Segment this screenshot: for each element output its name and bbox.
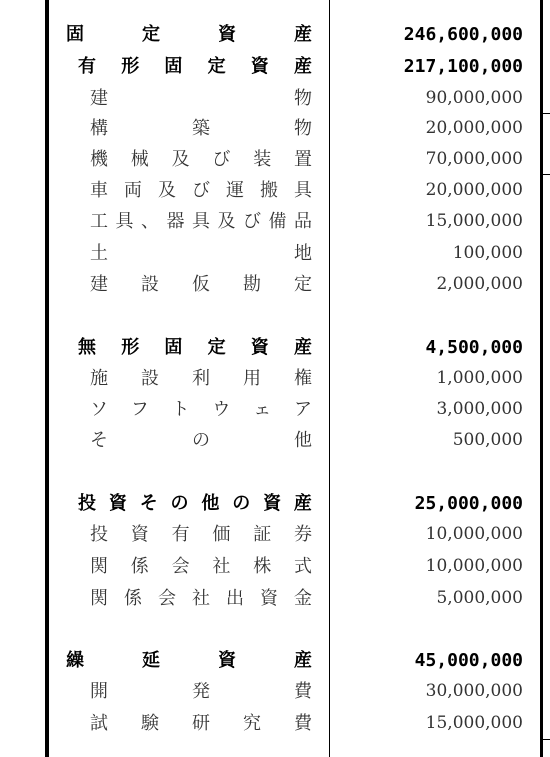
section-row (0, 19, 550, 50)
line-item-label-char: 建 (90, 88, 108, 109)
line-item-label-char: フ (130, 399, 149, 420)
line-item-label-char: ト (171, 399, 190, 420)
line-item-amount: 2,000,000 (436, 274, 523, 294)
line-item-label-char: 車 (90, 180, 108, 201)
section-title-char: 固 (164, 337, 183, 358)
section-row (0, 51, 550, 82)
line-item-label-char: ソ (90, 399, 108, 420)
line-item-label-char: 設 (141, 274, 159, 295)
line-item-label-char: そ (90, 430, 108, 451)
section-title-char: 定 (142, 24, 160, 45)
section-title-char: 産 (294, 24, 312, 45)
section-title-char: 投 (78, 493, 96, 514)
line-item-label-char: の (192, 430, 210, 451)
line-item-label-char: 券 (293, 524, 312, 545)
section-title (66, 19, 312, 50)
line-item-amount: 100,000 (452, 243, 523, 263)
line-item-label-char: 品 (294, 211, 312, 232)
line-item-label (90, 394, 312, 425)
line-item-label-char: 用 (243, 368, 261, 389)
line-item-label-char: 構 (90, 118, 108, 139)
line-item-label-char: ア (293, 399, 312, 420)
line-item-label-char: 試 (90, 713, 108, 734)
line-item-amount: 15,000,000 (425, 713, 523, 733)
line-item-row (0, 676, 550, 707)
section-title (78, 488, 312, 519)
section-title-char: 産 (293, 56, 312, 77)
line-item-row (0, 206, 550, 237)
line-item-label-char: 利 (192, 368, 210, 389)
line-item-amount: 20,000,000 (425, 118, 523, 138)
section-title-char: 他 (201, 493, 220, 514)
line-item-label (90, 708, 312, 739)
line-item-label-char: 資 (260, 588, 278, 609)
line-item-label-char: 資 (130, 524, 149, 545)
line-item-label-char: 仮 (192, 274, 210, 295)
line-item-label-char: 地 (294, 243, 312, 264)
line-item-label-char: 及 (171, 149, 190, 170)
line-item-row (0, 394, 550, 425)
section-title-char: 形 (121, 56, 140, 77)
section-row (0, 645, 550, 676)
section-title-char: 繰 (66, 650, 84, 671)
line-item-label-char: 置 (293, 149, 312, 170)
line-item-label-char: 発 (192, 681, 210, 702)
line-item-label-char: 設 (141, 368, 159, 389)
line-item-label (90, 144, 312, 175)
section-amount: 4,500,000 (425, 337, 523, 358)
section-amount: 25,000,000 (414, 493, 523, 514)
section-title-char: 産 (294, 650, 312, 671)
line-item-label-char: 定 (294, 274, 312, 295)
line-item-label-char: 土 (90, 243, 108, 264)
line-item-label-char: 会 (158, 588, 176, 609)
line-item-label-char: 費 (294, 713, 312, 734)
line-item-label-char: 金 (294, 588, 312, 609)
section-title-char: 資 (108, 493, 127, 514)
section-title-char: の (170, 493, 189, 514)
section-title-char: 資 (263, 493, 282, 514)
line-item-row (0, 144, 550, 175)
section-amount: 246,600,000 (403, 24, 523, 45)
line-item-label-char: 費 (294, 681, 312, 702)
line-item-amount: 15,000,000 (425, 211, 523, 231)
section-amount: 217,100,000 (403, 56, 523, 77)
line-item-label-char: 研 (192, 713, 210, 734)
section-title (78, 332, 312, 363)
line-item-label-char: 係 (124, 588, 142, 609)
section-title-char: そ (139, 493, 158, 514)
section-row (0, 332, 550, 363)
line-item-amount: 3,000,000 (436, 399, 523, 419)
line-item-amount: 5,000,000 (436, 588, 523, 608)
line-item-row (0, 175, 550, 206)
line-item-row (0, 83, 550, 114)
line-item-label-char: 運 (226, 180, 244, 201)
line-item-label (90, 425, 312, 456)
line-item-label-char: 式 (293, 556, 312, 577)
line-item-label-char: 備 (268, 211, 287, 232)
line-item-label-char: 関 (90, 588, 108, 609)
line-item-row (0, 583, 550, 614)
section-row (0, 488, 550, 519)
line-item-row (0, 113, 550, 144)
line-item-label-char: 及 (217, 211, 236, 232)
line-item-amount: 500,000 (452, 430, 523, 450)
line-item-label-char: 験 (141, 713, 159, 734)
line-item-label-char: ェ (253, 399, 272, 420)
line-item-label (90, 206, 312, 237)
line-item-label-char: び (192, 180, 210, 201)
line-item-label-char: 価 (212, 524, 231, 545)
section-title-char: 資 (218, 650, 236, 671)
line-item-label-char: び (212, 149, 231, 170)
line-item-label-char: 具 (294, 180, 312, 201)
line-item-label-char: 出 (226, 588, 244, 609)
line-item-amount: 10,000,000 (425, 556, 523, 576)
margin-rule-3 (543, 739, 550, 740)
line-item-label (90, 551, 312, 582)
line-item-label-char: 係 (130, 556, 149, 577)
section-title-char: 形 (121, 337, 140, 358)
section-title (78, 51, 312, 82)
line-item-row (0, 425, 550, 456)
line-item-label-char: 搬 (260, 180, 278, 201)
line-item-label-char: 及 (158, 180, 176, 201)
line-item-label-char: 投 (90, 524, 108, 545)
line-item-row (0, 708, 550, 739)
line-item-label-char: 物 (294, 118, 312, 139)
line-item-label-char: 有 (171, 524, 190, 545)
line-item-label-char: 株 (253, 556, 272, 577)
line-item-label (90, 113, 312, 144)
section-title-char: 定 (207, 56, 226, 77)
section-title-char: 固 (66, 24, 84, 45)
line-item-amount: 90,000,000 (425, 88, 523, 108)
line-item-label-char: 器 (166, 211, 185, 232)
line-item-label-char: 他 (294, 430, 312, 451)
line-item-row (0, 519, 550, 550)
line-item-label-char: 具 (115, 211, 134, 232)
line-item-label-char: 勘 (243, 274, 261, 295)
line-item-label-char: 究 (243, 713, 261, 734)
section-title-char: 資 (250, 56, 269, 77)
line-item-label (90, 676, 312, 707)
line-item-label-char: 社 (192, 588, 210, 609)
section-amount: 45,000,000 (414, 650, 523, 671)
line-item-label-char: 社 (212, 556, 231, 577)
line-item-label (90, 583, 312, 614)
section-title-char: 産 (293, 493, 312, 514)
line-item-label-char: 施 (90, 368, 108, 389)
line-item-label-char: 物 (294, 88, 312, 109)
section-title-char: 固 (164, 56, 183, 77)
section-title-char: 延 (142, 650, 160, 671)
line-item-row (0, 238, 550, 269)
line-item-row (0, 551, 550, 582)
line-item-label-char: ウ (212, 399, 231, 420)
line-item-amount: 70,000,000 (425, 149, 523, 169)
section-title-char: 有 (78, 56, 96, 77)
line-item-label-char: 築 (192, 118, 210, 139)
line-item-label-char: 械 (130, 149, 149, 170)
line-item-label-char: 工 (90, 211, 108, 232)
line-item-label-char: 両 (124, 180, 142, 201)
line-item-label (90, 519, 312, 550)
line-item-label-char: 開 (90, 681, 108, 702)
section-title-char: 無 (78, 337, 96, 358)
section-title-char: 産 (293, 337, 312, 358)
line-item-label-char: 権 (294, 368, 312, 389)
section-title (66, 645, 312, 676)
line-item-amount: 20,000,000 (425, 180, 523, 200)
line-item-label-char: び (243, 211, 261, 232)
section-title-char: の (232, 493, 251, 514)
section-title-char: 資 (250, 337, 269, 358)
line-item-label-char: 装 (253, 149, 272, 170)
line-item-row (0, 363, 550, 394)
line-item-row (0, 269, 550, 300)
line-item-label-char: 建 (90, 274, 108, 295)
line-item-label (90, 363, 312, 394)
line-item-amount: 30,000,000 (425, 681, 523, 701)
line-item-amount: 10,000,000 (425, 524, 523, 544)
line-item-label (90, 269, 312, 300)
line-item-label (90, 238, 312, 269)
line-item-label (90, 175, 312, 206)
line-item-amount: 1,000,000 (436, 368, 523, 388)
section-title-char: 定 (207, 337, 226, 358)
line-item-label-char: 会 (171, 556, 190, 577)
section-title-char: 資 (218, 24, 236, 45)
line-item-label-char: 具 (192, 211, 210, 232)
line-item-label (90, 83, 312, 114)
line-item-label-char: 機 (90, 149, 108, 170)
line-item-label-char: 、 (141, 211, 159, 232)
line-item-label-char: 関 (90, 556, 108, 577)
line-item-label-char: 証 (253, 524, 272, 545)
